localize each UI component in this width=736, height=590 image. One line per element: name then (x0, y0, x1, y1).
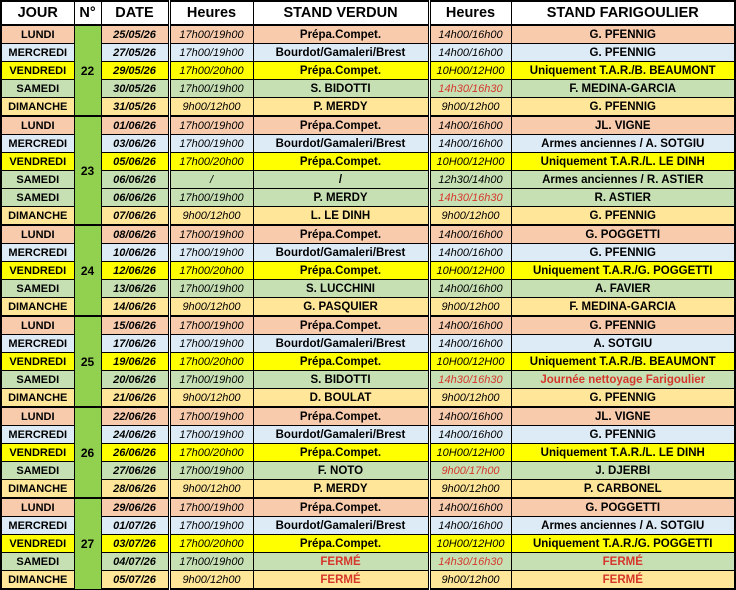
date-cell: 12/06/26 (101, 262, 169, 280)
farigoulier-hours-cell: 9h00/17h00 (429, 462, 511, 480)
date-cell: 08/06/26 (101, 225, 169, 244)
verdun-hours-cell: 17h00/19h00 (169, 80, 253, 98)
date-cell: 14/06/26 (101, 298, 169, 317)
farigoulier-hours-cell: 10H00/12H00 (429, 353, 511, 371)
col-header-heures-farigoulier: Heures (429, 1, 511, 25)
schedule-row (1, 98, 735, 117)
schedule-row (1, 335, 735, 353)
verdun-stand-cell: Bourdot/Gamaleri/Brest (253, 335, 429, 353)
farigoulier-hours-cell: 14h00/16h00 (429, 225, 511, 244)
verdun-hours-cell: 9h00/12h00 (169, 98, 253, 117)
date-cell: 07/06/26 (101, 207, 169, 226)
verdun-stand-cell: Prépa.Compet. (253, 262, 429, 280)
col-header-stand-verdun: STAND VERDUN (253, 1, 429, 25)
schedule-row (1, 135, 735, 153)
farigoulier-hours-cell: 14h30/16h30 (429, 80, 511, 98)
farigoulier-stand-cell: Armes anciennes / A. SOTGIU (511, 517, 735, 535)
date-cell: 28/06/26 (101, 480, 169, 499)
farigoulier-stand-cell: Uniquement T.A.R./B. BEAUMONT (511, 353, 735, 371)
farigoulier-hours-cell: 9h00/12h00 (429, 298, 511, 317)
verdun-hours-cell: 17h00/19h00 (169, 280, 253, 298)
farigoulier-stand-cell: Armes anciennes / A. SOTGIU (511, 135, 735, 153)
schedule-row (1, 353, 735, 371)
verdun-hours-cell: 17h00/20h00 (169, 153, 253, 171)
day-cell: SAMEDI (1, 462, 74, 480)
farigoulier-stand-cell: P. CARBONEL (511, 480, 735, 499)
schedule-row (1, 207, 735, 226)
farigoulier-hours-cell: 14h00/16h00 (429, 335, 511, 353)
verdun-hours-cell: 17h00/19h00 (169, 244, 253, 262)
farigoulier-hours-cell: 14h00/16h00 (429, 244, 511, 262)
schedule-row (1, 189, 735, 207)
verdun-hours-cell: 17h00/19h00 (169, 553, 253, 571)
farigoulier-hours-cell: 14h30/16h30 (429, 553, 511, 571)
verdun-stand-cell: Bourdot/Gamaleri/Brest (253, 517, 429, 535)
date-cell: 30/05/26 (101, 80, 169, 98)
schedule-row (1, 153, 735, 171)
farigoulier-stand-cell: Uniquement T.A.R./G. POGGETTI (511, 262, 735, 280)
farigoulier-hours-cell: 14h00/16h00 (429, 426, 511, 444)
verdun-stand-cell: Bourdot/Gamaleri/Brest (253, 244, 429, 262)
date-cell: 13/06/26 (101, 280, 169, 298)
farigoulier-hours-cell: 10H00/12H00 (429, 262, 511, 280)
verdun-stand-cell: Bourdot/Gamaleri/Brest (253, 44, 429, 62)
date-cell: 24/06/26 (101, 426, 169, 444)
day-cell: DIMANCHE (1, 480, 74, 499)
farigoulier-stand-cell: F. MEDINA-GARCIA (511, 298, 735, 317)
week-number-cell: 22 (74, 25, 101, 116)
schedule-body (1, 25, 735, 589)
day-cell: VENDREDI (1, 262, 74, 280)
verdun-stand-cell: S. BIDOTTI (253, 80, 429, 98)
farigoulier-stand-cell: G. PFENNIG (511, 316, 735, 335)
day-cell: LUNDI (1, 407, 74, 426)
day-cell: DIMANCHE (1, 571, 74, 590)
farigoulier-hours-cell: 14h00/16h00 (429, 44, 511, 62)
farigoulier-hours-cell: 14h00/16h00 (429, 25, 511, 44)
verdun-hours-cell: 9h00/12h00 (169, 480, 253, 499)
day-cell: SAMEDI (1, 553, 74, 571)
farigoulier-stand-cell: Uniquement T.A.R./B. BEAUMONT (511, 62, 735, 80)
farigoulier-stand-cell: Uniquement T.A.R./L. LE DINH (511, 444, 735, 462)
farigoulier-stand-cell: FERMÉ (511, 571, 735, 590)
verdun-hours-cell: 9h00/12h00 (169, 571, 253, 590)
farigoulier-stand-cell: JL. VIGNE (511, 407, 735, 426)
day-cell: VENDREDI (1, 62, 74, 80)
farigoulier-hours-cell: 14h00/16h00 (429, 280, 511, 298)
verdun-stand-cell: Prépa.Compet. (253, 407, 429, 426)
day-cell: MERCREDI (1, 244, 74, 262)
day-cell: LUNDI (1, 498, 74, 517)
schedule-row (1, 407, 735, 426)
date-cell: 17/06/26 (101, 335, 169, 353)
verdun-stand-cell: Prépa.Compet. (253, 444, 429, 462)
schedule-row (1, 298, 735, 317)
farigoulier-hours-cell: 10H00/12H00 (429, 153, 511, 171)
farigoulier-hours-cell: 10H00/12H00 (429, 444, 511, 462)
verdun-hours-cell: 17h00/19h00 (169, 116, 253, 135)
date-cell: 15/06/26 (101, 316, 169, 335)
verdun-stand-cell: P. MERDY (253, 98, 429, 117)
farigoulier-stand-cell: G. PFENNIG (511, 389, 735, 408)
header-row (1, 1, 735, 25)
date-cell: 19/06/26 (101, 353, 169, 371)
schedule-row (1, 316, 735, 335)
schedule-row (1, 371, 735, 389)
date-cell: 06/06/26 (101, 189, 169, 207)
verdun-stand-cell: S. LUCCHINI (253, 280, 429, 298)
verdun-stand-cell: Prépa.Compet. (253, 535, 429, 553)
verdun-stand-cell: Prépa.Compet. (253, 316, 429, 335)
week-number-cell: 25 (74, 316, 101, 407)
verdun-hours-cell: 17h00/19h00 (169, 316, 253, 335)
verdun-hours-cell: 17h00/19h00 (169, 407, 253, 426)
date-cell: 25/05/26 (101, 25, 169, 44)
date-cell: 27/06/26 (101, 462, 169, 480)
farigoulier-hours-cell: 9h00/12h00 (429, 480, 511, 499)
verdun-hours-cell: 17h00/19h00 (169, 462, 253, 480)
day-cell: MERCREDI (1, 135, 74, 153)
day-cell: MERCREDI (1, 517, 74, 535)
date-cell: 04/07/26 (101, 553, 169, 571)
farigoulier-hours-cell: 10H00/12H00 (429, 62, 511, 80)
day-cell: LUNDI (1, 116, 74, 135)
week-number-cell: 24 (74, 225, 101, 316)
verdun-stand-cell: / (253, 171, 429, 189)
day-cell: MERCREDI (1, 44, 74, 62)
date-cell: 01/07/26 (101, 517, 169, 535)
date-cell: 05/06/26 (101, 153, 169, 171)
date-cell: 26/06/26 (101, 444, 169, 462)
day-cell: DIMANCHE (1, 389, 74, 408)
date-cell: 27/05/26 (101, 44, 169, 62)
date-cell: 10/06/26 (101, 244, 169, 262)
date-cell: 06/06/26 (101, 171, 169, 189)
schedule-row (1, 517, 735, 535)
date-cell: 01/06/26 (101, 116, 169, 135)
verdun-hours-cell: 17h00/20h00 (169, 535, 253, 553)
schedule-row (1, 553, 735, 571)
schedule-row (1, 244, 735, 262)
farigoulier-hours-cell: 14h00/16h00 (429, 116, 511, 135)
farigoulier-hours-cell: 9h00/12h00 (429, 389, 511, 408)
day-cell: VENDREDI (1, 153, 74, 171)
farigoulier-stand-cell: G. PFENNIG (511, 25, 735, 44)
day-cell: SAMEDI (1, 189, 74, 207)
verdun-stand-cell: S. BIDOTTI (253, 371, 429, 389)
farigoulier-hours-cell: 12h30/14h00 (429, 171, 511, 189)
farigoulier-hours-cell: 9h00/12h00 (429, 207, 511, 226)
verdun-stand-cell: Prépa.Compet. (253, 353, 429, 371)
farigoulier-stand-cell: G. PFENNIG (511, 44, 735, 62)
verdun-stand-cell: L. LE DINH (253, 207, 429, 226)
verdun-hours-cell: 9h00/12h00 (169, 389, 253, 408)
verdun-stand-cell: Prépa.Compet. (253, 25, 429, 44)
verdun-hours-cell: 17h00/19h00 (169, 517, 253, 535)
farigoulier-hours-cell: 14h30/16h30 (429, 371, 511, 389)
farigoulier-stand-cell: G. PFENNIG (511, 426, 735, 444)
verdun-hours-cell: 17h00/19h00 (169, 25, 253, 44)
verdun-stand-cell: Prépa.Compet. (253, 62, 429, 80)
schedule-row (1, 535, 735, 553)
day-cell: DIMANCHE (1, 98, 74, 117)
verdun-stand-cell: P. MERDY (253, 480, 429, 499)
schedule-row (1, 62, 735, 80)
day-cell: VENDREDI (1, 444, 74, 462)
verdun-hours-cell: 17h00/19h00 (169, 335, 253, 353)
verdun-hours-cell: 17h00/19h00 (169, 44, 253, 62)
schedule-row (1, 116, 735, 135)
farigoulier-hours-cell: 9h00/12h00 (429, 571, 511, 590)
date-cell: 31/05/26 (101, 98, 169, 117)
schedule-row (1, 225, 735, 244)
farigoulier-hours-cell: 14h00/16h00 (429, 517, 511, 535)
farigoulier-stand-cell: G. PFENNIG (511, 98, 735, 117)
verdun-stand-cell: P. MERDY (253, 189, 429, 207)
verdun-stand-cell: F. NOTO (253, 462, 429, 480)
farigoulier-stand-cell: F. MEDINA-GARCIA (511, 80, 735, 98)
verdun-hours-cell: 17h00/19h00 (169, 498, 253, 517)
verdun-stand-cell: Prépa.Compet. (253, 498, 429, 517)
col-header-numero: N° (74, 1, 101, 25)
col-header-jour: JOUR (1, 1, 74, 25)
verdun-stand-cell: G. PASQUIER (253, 298, 429, 317)
day-cell: SAMEDI (1, 171, 74, 189)
farigoulier-stand-cell: J. DJERBI (511, 462, 735, 480)
farigoulier-stand-cell: Journée nettoyage Farigoulier (511, 371, 735, 389)
farigoulier-hours-cell: 9h00/12h00 (429, 98, 511, 117)
farigoulier-stand-cell: G. POGGETTI (511, 225, 735, 244)
schedule-row (1, 171, 735, 189)
verdun-stand-cell: FERMÉ (253, 553, 429, 571)
verdun-hours-cell: 17h00/19h00 (169, 135, 253, 153)
col-header-date: DATE (101, 1, 169, 25)
farigoulier-hours-cell: 14h00/16h00 (429, 316, 511, 335)
verdun-hours-cell: / (169, 171, 253, 189)
schedule-row (1, 444, 735, 462)
day-cell: SAMEDI (1, 80, 74, 98)
schedule-row (1, 280, 735, 298)
day-cell: LUNDI (1, 225, 74, 244)
verdun-hours-cell: 17h00/19h00 (169, 225, 253, 244)
day-cell: SAMEDI (1, 371, 74, 389)
date-cell: 20/06/26 (101, 371, 169, 389)
week-number-cell: 26 (74, 407, 101, 498)
col-header-stand-farigoulier: STAND FARIGOULIER (511, 1, 735, 25)
schedule-row (1, 44, 735, 62)
farigoulier-stand-cell: Uniquement T.A.R./G. POGGETTI (511, 535, 735, 553)
verdun-stand-cell: Bourdot/Gamaleri/Brest (253, 135, 429, 153)
farigoulier-stand-cell: JL. VIGNE (511, 116, 735, 135)
verdun-stand-cell: Prépa.Compet. (253, 116, 429, 135)
date-cell: 21/06/26 (101, 389, 169, 408)
verdun-hours-cell: 9h00/12h00 (169, 207, 253, 226)
schedule-row (1, 462, 735, 480)
week-number-cell: 27 (74, 498, 101, 589)
day-cell: MERCREDI (1, 335, 74, 353)
day-cell: VENDREDI (1, 535, 74, 553)
verdun-stand-cell: FERMÉ (253, 571, 429, 590)
farigoulier-hours-cell: 14h00/16h00 (429, 498, 511, 517)
farigoulier-stand-cell: R. ASTIER (511, 189, 735, 207)
schedule-row (1, 498, 735, 517)
farigoulier-stand-cell: FERMÉ (511, 553, 735, 571)
col-header-heures-verdun: Heures (169, 1, 253, 25)
week-number-cell: 23 (74, 116, 101, 225)
farigoulier-hours-cell: 14h30/16h30 (429, 189, 511, 207)
verdun-hours-cell: 17h00/20h00 (169, 444, 253, 462)
verdun-hours-cell: 9h00/12h00 (169, 298, 253, 317)
farigoulier-stand-cell: Armes anciennes / R. ASTIER (511, 171, 735, 189)
date-cell: 03/06/26 (101, 135, 169, 153)
day-cell: DIMANCHE (1, 207, 74, 226)
schedule-row (1, 389, 735, 408)
verdun-hours-cell: 17h00/19h00 (169, 371, 253, 389)
farigoulier-stand-cell: Uniquement T.A.R./L. LE DINH (511, 153, 735, 171)
schedule-row (1, 480, 735, 499)
date-cell: 22/06/26 (101, 407, 169, 426)
verdun-stand-cell: Bourdot/Gamaleri/Brest (253, 426, 429, 444)
schedule-row (1, 426, 735, 444)
farigoulier-hours-cell: 14h00/16h00 (429, 407, 511, 426)
farigoulier-stand-cell: G. PFENNIG (511, 207, 735, 226)
verdun-hours-cell: 17h00/20h00 (169, 262, 253, 280)
farigoulier-stand-cell: A. SOTGIU (511, 335, 735, 353)
verdun-hours-cell: 17h00/20h00 (169, 62, 253, 80)
day-cell: MERCREDI (1, 426, 74, 444)
schedule-row (1, 25, 735, 44)
verdun-hours-cell: 17h00/19h00 (169, 426, 253, 444)
schedule-row (1, 262, 735, 280)
day-cell: SAMEDI (1, 280, 74, 298)
day-cell: LUNDI (1, 316, 74, 335)
farigoulier-stand-cell: G. PFENNIG (511, 244, 735, 262)
date-cell: 29/06/26 (101, 498, 169, 517)
schedule-row (1, 80, 735, 98)
verdun-hours-cell: 17h00/20h00 (169, 353, 253, 371)
date-cell: 03/07/26 (101, 535, 169, 553)
farigoulier-stand-cell: G. POGGETTI (511, 498, 735, 517)
day-cell: VENDREDI (1, 353, 74, 371)
date-cell: 05/07/26 (101, 571, 169, 590)
verdun-stand-cell: Prépa.Compet. (253, 225, 429, 244)
date-cell: 29/05/26 (101, 62, 169, 80)
day-cell: LUNDI (1, 25, 74, 44)
verdun-stand-cell: Prépa.Compet. (253, 153, 429, 171)
farigoulier-hours-cell: 14h00/16h00 (429, 135, 511, 153)
farigoulier-stand-cell: A. FAVIER (511, 280, 735, 298)
farigoulier-hours-cell: 10H00/12H00 (429, 535, 511, 553)
day-cell: DIMANCHE (1, 298, 74, 317)
verdun-hours-cell: 17h00/19h00 (169, 189, 253, 207)
verdun-stand-cell: D. BOULAT (253, 389, 429, 408)
